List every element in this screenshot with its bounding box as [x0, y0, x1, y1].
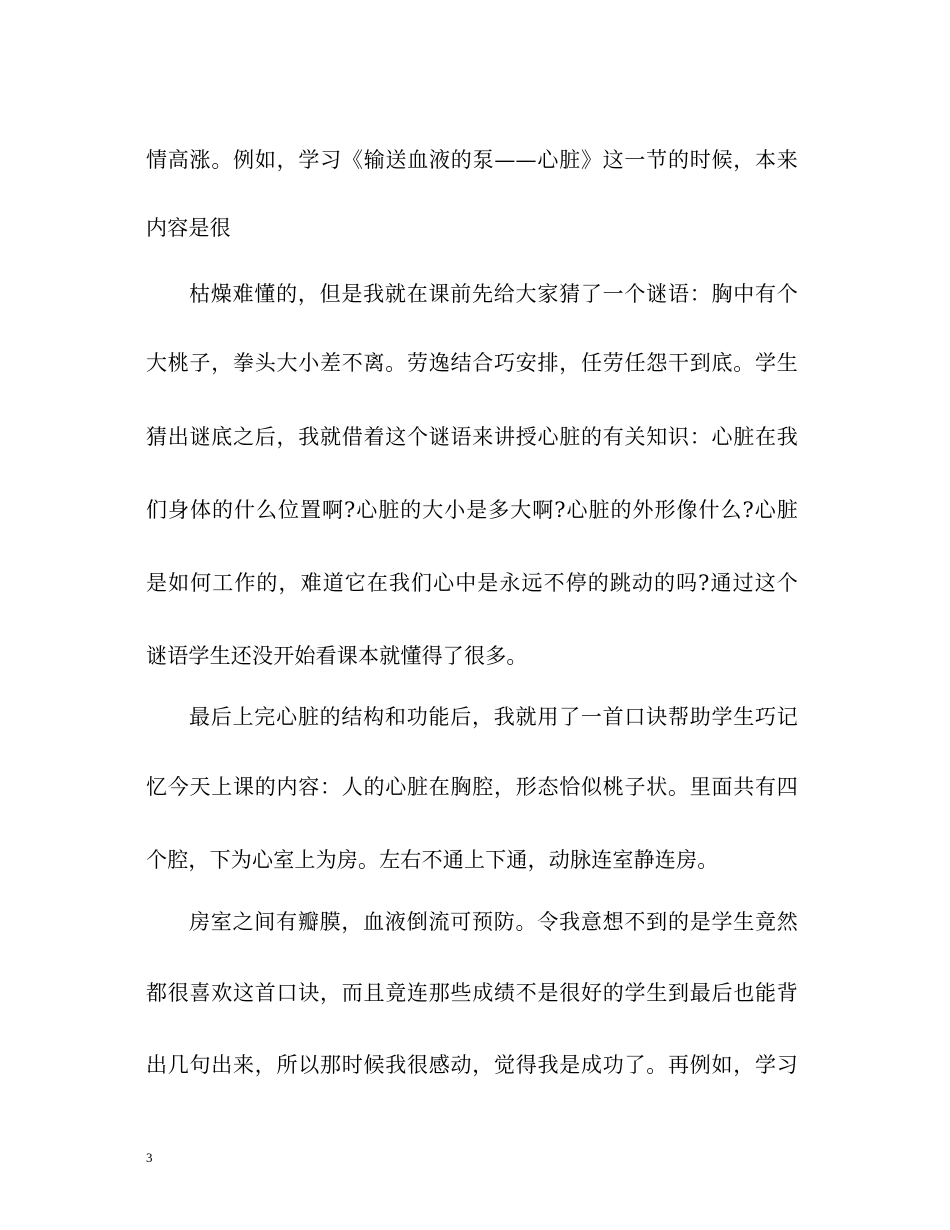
text-line: 个腔，下为心室上为房。左右不通上下通，动脉连室静连房。	[146, 848, 719, 872]
text-line: 忆今天上课的内容：人的心脏在胸腔，形态恰似桃子状。里面共有四	[146, 775, 798, 799]
paragraph-first-line: 最后上完心脏的结构和功能后，我就用了一首口诀帮助学生巧记	[189, 705, 798, 729]
text-line: 猜出谜底之后，我就借着这个谜语来讲授心脏的有关知识：心脏在我	[146, 425, 798, 449]
paragraph-first-line: 枯燥难懂的，但是我就在课前先给大家猜了一个谜语：胸中有个	[189, 282, 798, 306]
text-line: 内容是很	[146, 216, 231, 240]
text-line: 情高涨。例如，学习《输送血液的泵——心脏》这一节的时候，本来	[146, 148, 798, 172]
text-line: 谜语学生还没开始看课本就懂得了很多。	[146, 644, 528, 668]
text-line: 都很喜欢这首口诀，而且竟连那些成绩不是很好的学生到最后也能背	[146, 981, 798, 1005]
text-line: 出几句出来，所以那时候我很感动，觉得我是成功了。再例如，学习	[146, 1053, 798, 1077]
text-line: 是如何工作的，难道它在我们心中是永远不停的跳动的吗?通过这个	[146, 571, 798, 595]
paragraph-first-line: 房室之间有瓣膜，血液倒流可预防。令我意想不到的是学生竟然	[189, 910, 798, 934]
page-number: 3	[146, 1150, 153, 1165]
text-line: 们身体的什么位置啊?心脏的大小是多大啊?心脏的外形像什么?心脏	[146, 498, 798, 522]
text-line: 大桃子，拳头大小差不离。劳逸结合巧安排，任劳任怨干到底。学生	[146, 351, 798, 375]
